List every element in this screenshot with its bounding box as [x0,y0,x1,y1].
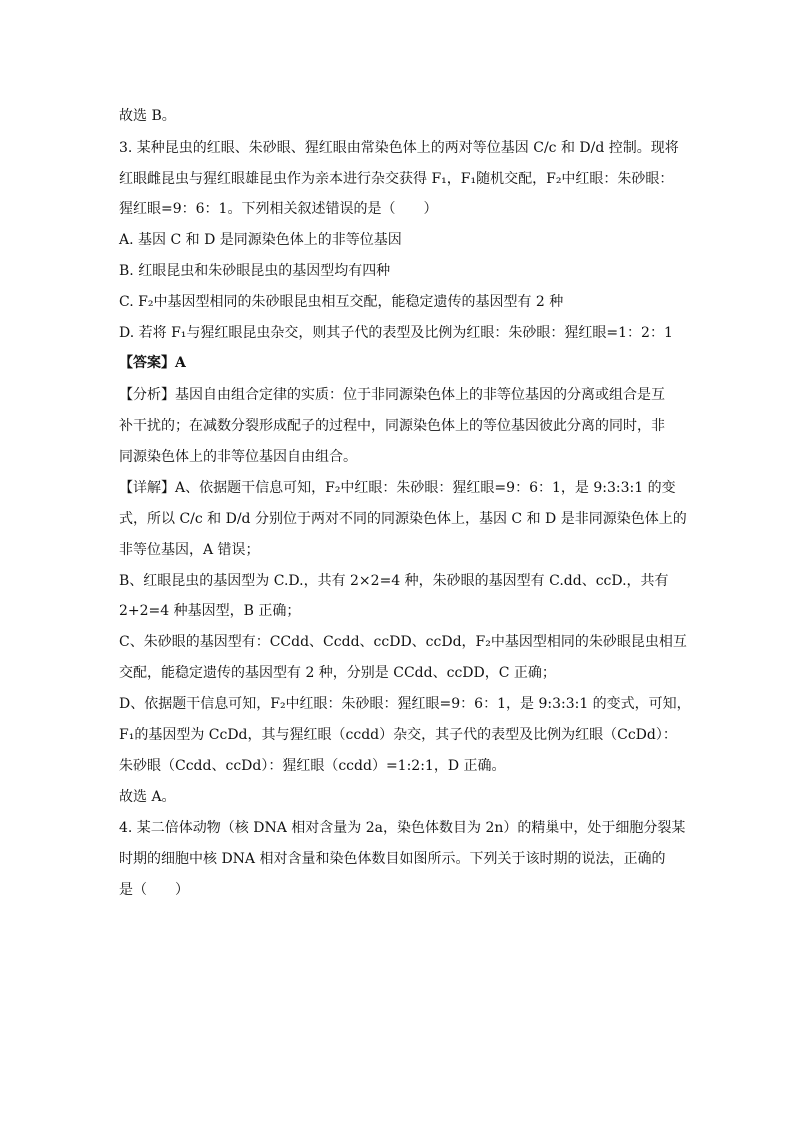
analysis-line: 【分析】基因自由组合定律的实质：位于非同源染色体上的非等位基因的分离或组合是互 [119,387,665,403]
text-line: 朱砂眼（Ccdd、ccDd）：猩红眼（ccdd）=1:2:1，D 正确。 [119,758,506,774]
question-4-stem: 4. 某二倍体动物（核 DNA 相对含量为 2a，染色体数目为 2n）的精巢中，处于细胞分裂某 [119,820,686,836]
option-c: C. F₂中基因型相同的朱砂眼昆虫相互交配，能稳定遗传的基因型有 2 种 [119,294,564,310]
text-line: 时期的细胞中核 DNA 相对含量和染色体数目如图所示。下列关于该时期的说法，正确的 [119,851,666,867]
text-line: 故选 A。 [119,789,176,805]
text-line: B、红眼昆虫的基因型为 C.D.，共有 2×2=4 种，朱砂眼的基因型有 C.dd、ccD.，共有 [119,573,669,589]
text-line: 故选 B。 [119,108,176,124]
text-line: 补干扰的；在减数分裂形成配子的过程中，同源染色体上的等位基因彼此分离的同时，非 [119,418,665,434]
detail-line: 【详解】A、依据题干信息可知，F₂中红眼：朱砂眼：猩红眼=9：6：1，是 9:3:3:1 的变 [119,480,676,496]
text-line: 猩红眼=9：6：1。下列相关叙述错误的是（ ） [119,201,438,217]
text-line: 2+2=4 种基因型，B 正确； [119,603,301,619]
option-a: A. 基因 C 和 D 是同源染色体上的非等位基因 [119,232,402,248]
text-line: D、依据题干信息可知，F₂中红眼：朱砂眼：猩红眼=9：6：1，是 9:3:3:1 的变式，可知， [119,696,691,712]
text-line: 交配，能稳定遗传的基因型有 2 种，分别是 CCdd、ccDD，C 正确； [119,665,556,681]
question-3-stem: 3. 某种昆虫的红眼、朱砂眼、猩红眼由常染色体上的两对等位基因 C/c 和 D/d 控制。现将 [119,140,679,156]
answer-line: 【答案】A [119,355,186,371]
text-line: 同源染色体上的非等位基因自由组合。 [119,449,357,465]
option-b: B. 红眼昆虫和朱砂眼昆虫的基因型均有四种 [119,263,391,279]
text-line: C、朱砂眼的基因型有：CCdd、Ccdd、ccDD、ccDd，F₂中基因型相同的朱砂眼昆虫相互 [119,634,687,650]
text-line: 红眼雌昆虫与猩红眼雄昆虫作为亲本进行杂交获得 F₁，F₁随机交配，F₂中红眼：朱砂眼： [119,171,674,187]
text-line: F₁的基因型为 CcDd，其与猩红眼（ccdd）杂交，其子代的表型及比例为红眼（CcDd）： [119,727,677,743]
option-d: D. 若将 F₁与猩红眼昆虫杂交，则其子代的表型及比例为红眼：朱砂眼：猩红眼=1：2：1 [119,325,673,341]
text-line: 非等位基因，A 错误； [119,542,260,558]
text-line: 式，所以 C/c 和 D/d 分别位于两对不同的同源染色体上，基因 C 和 D 是非同源染色体上的 [119,511,687,527]
text-line: 是（ ） [119,882,189,898]
